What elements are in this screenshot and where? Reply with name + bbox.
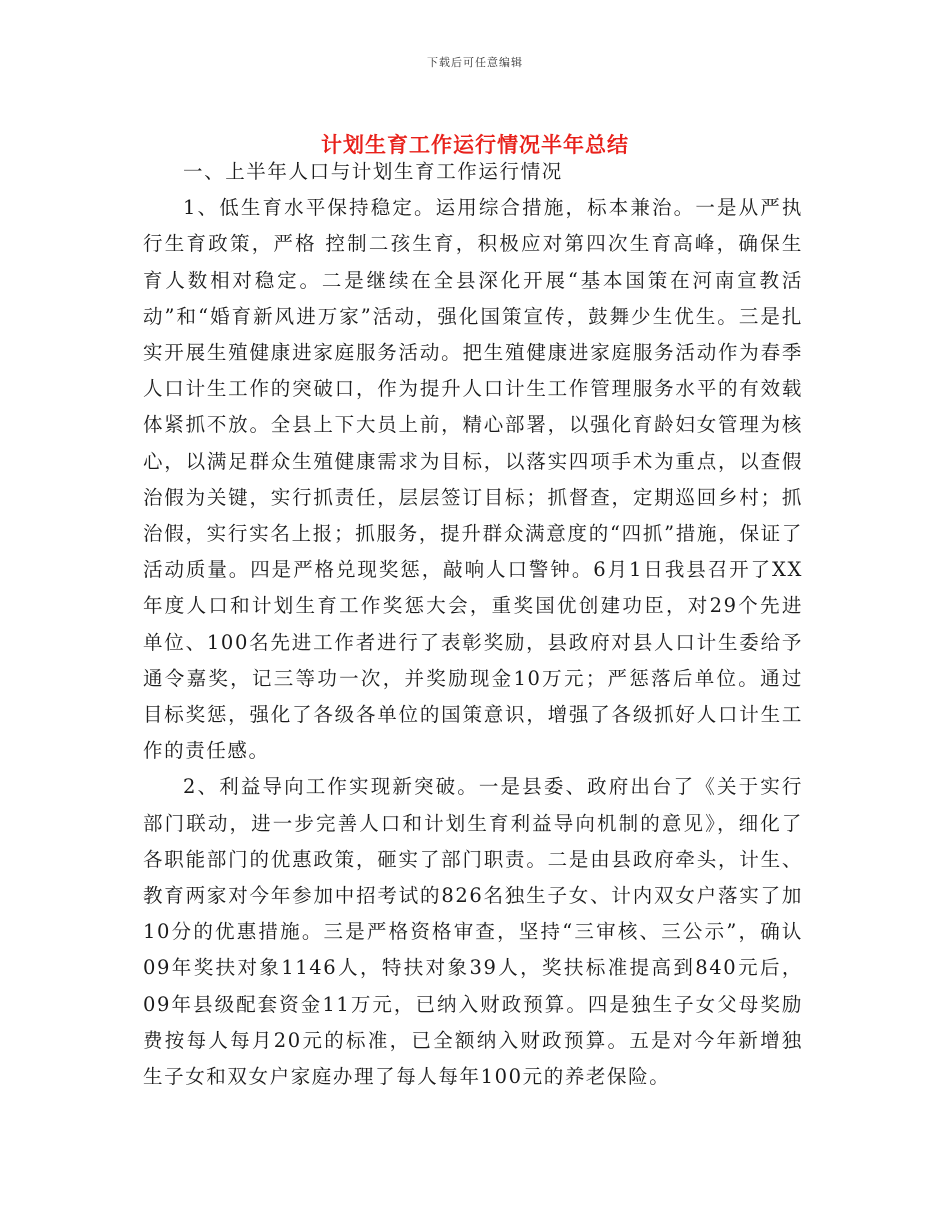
- header-note: 下载后可任意编辑: [427, 56, 523, 69]
- document-title: 计划生育工作运行情况半年总结: [321, 132, 629, 158]
- document-body: [143, 154, 803, 1095]
- section-heading: 一、上半年人口与计划生育工作运行情况: [183, 160, 563, 183]
- paragraph-interest-guidance: 2、利益导向工作实现新突破。一是县委、政府出台了《关于实行部门联动，进一步完善人口和计划生育利益导向机制的意见》，细化了各职能部门的优惠政策，砸实了部门职责。二是由县政府牵头，计生、教育两家对今年参加中招考试的826名独生子女、计内双女户落实了加10分的优惠措施。三是严格资格审查，坚持“三审核、三公示”，确认09年奖扶对象1146人，特扶对象39人，奖扶标准提高到840元后，09年县级配套资金11万元，已纳入财政预算。四是独生子女父母奖励费按每人每月20元的标准，已全额纳入财政预算。五是对今年新增独生子女和双女户家庭办理了每人每年100元的养老保险。: [143, 775, 803, 1089]
- paragraph-low-fertility: 1、低生育水平保持稳定。运用综合措施，标本兼治。一是从严执行生育政策，严格 控制二孩生育，积极应对第四次生育高峰，确保生育人数相对稳定。二是继续在全县深化开展“基本国策在河南宣教活动”和“婚育新风进万家”活动，强化国策宣传，鼓舞少生优生。三是扎实开展生殖健康进家庭服务活动。把生殖健康进家庭服务活动作为春季人口计生工作的突破口，作为提升人口计生工作管理服务水平的有效载体紧抓不放。全县上下大员上前，精心部署，以强化育龄妇女管理为核心，以满足群众生殖健康需求为目标，以落实四项手术为重点，以查假治假为关键，实行抓责任，层层签订目标；抓督查，定期巡回乡村；抓治假，实行实名上报；抓服务，提升群众满意度的“四抓”措施，保证了活动质量。四是严格兑现奖惩，敲响人口警钟。6月1日我县召开了XX年度人口和计划生育工作奖惩大会，重奖国优创建功臣，对29个先进单位、100名先进工作者进行了表彰奖励，县政府对县人口计生委给予通令嘉奖，记三等功一次，并奖励现金10万元；严惩落后单位。通过目标奖惩，强化了各级各单位的国策意识，增强了各级抓好人口计生工作的责任感。: [143, 196, 803, 763]
